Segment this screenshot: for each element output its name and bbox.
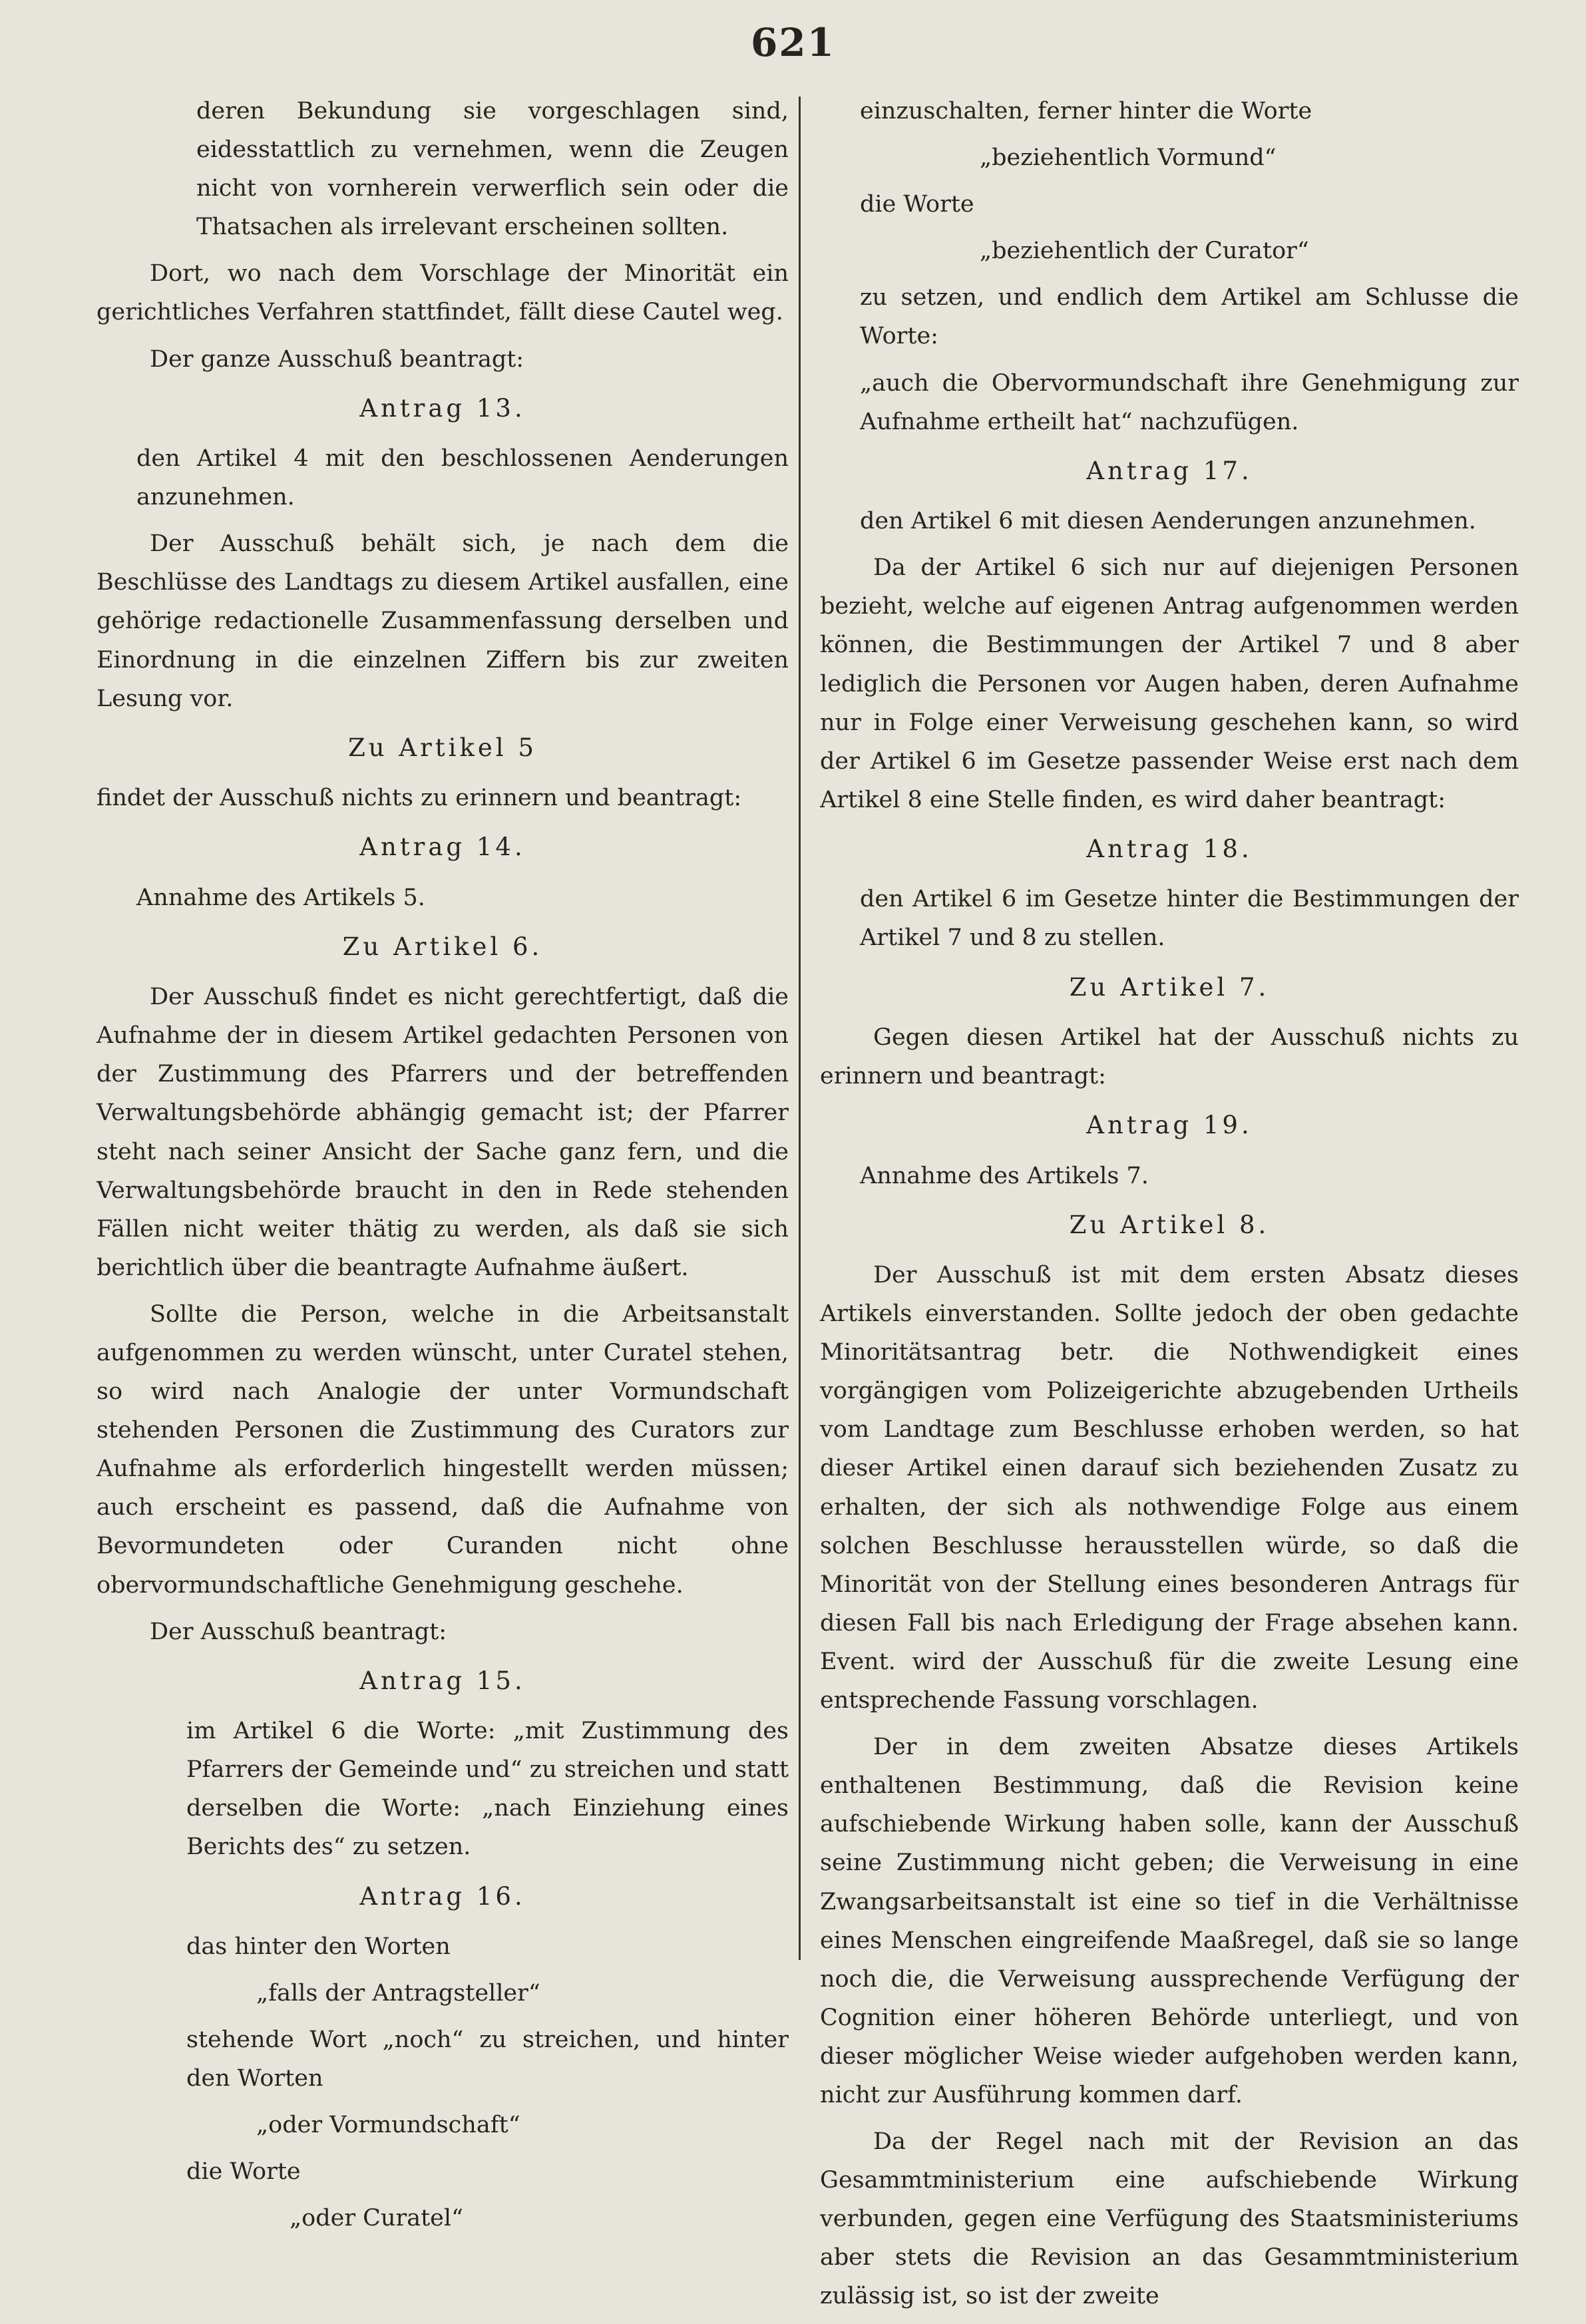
section-heading: Zu Artikel 5 — [348, 733, 537, 762]
paragraph: die Worte — [860, 191, 974, 218]
page-number: 621 — [750, 20, 836, 65]
section-heading: Antrag 16. — [359, 1881, 526, 1911]
paragraph: „oder Vormundschaft“ — [256, 2112, 520, 2139]
paragraph: Gegen diesen Artikel hat der Ausschuß nichts zu erinnern und beantragt: — [820, 1024, 1519, 1089]
paragraph: Annahme des Artikels 5. — [136, 884, 425, 911]
paragraph: Dort, wo nach dem Vorschlage der Minorität ein gerichtliches Verfahren stattfindet, fällt diese Cautel weg. — [97, 260, 789, 326]
paragraph: Der Ausschuß ist mit dem ersten Absatz dieses Artikels einverstanden. Sollte jedoch der oben gedachte Minoritätsantrag betr. die Nothwendigkeit eines vorgängigen vom Polizeigerichte abzugebenden Urtheils vom Landtage zum Beschlusse erhoben werden, so hat dieser Artikel einen darauf sich beziehenden Zusatz zu erhalten, der sich als nothwendige Folge aus einem solchen Beschlusse herausstellen würde, so daß die Minorität von der Stellung eines besonderen Antrags für diesen Fall bis nach Erledigung der Frage absehen kann. Event. wird der Ausschuß für die zweite Lesung eine entsprechende Fassung vorschlagen. — [820, 1262, 1519, 1714]
paragraph: Da der Regel nach mit der Revision an das Gesammtministerium eine aufschiebende Wirkung verbunden, gegen eine Verfügung des Staatsministeriums aber stets die Revision an das Gesammtministerium zulässig ist, so ist der zweite — [820, 2128, 1519, 2310]
paragraph: das hinter den Worten — [186, 1933, 451, 1960]
paragraph: „beziehentlich der Curator“ — [980, 238, 1309, 265]
section-heading: Zu Artikel 7. — [1069, 972, 1270, 1002]
paragraph: Der Ausschuß beantragt: — [150, 1618, 447, 1645]
section-heading: Antrag 13. — [359, 393, 526, 423]
section-heading: Antrag 19. — [1086, 1111, 1253, 1140]
paragraph: „auch die Obervormundschaft ihre Genehmigung zur Aufnahme ertheilt hat“ nachzufügen. — [860, 369, 1519, 435]
section-heading: Antrag 17. — [1086, 456, 1253, 485]
paragraph: Der Ausschuß behält sich, je nach dem die Beschlüsse des Landtags zu diesem Artikel ausfallen, eine gehörige redactionelle Zusammenfassung derselben und Einordnung in die einzelnen Ziffern bis zur zweiten Lesung vor. — [97, 530, 789, 712]
section-heading: Antrag 15. — [359, 1666, 526, 1695]
section-heading: Zu Artikel 6. — [342, 932, 543, 961]
paragraph: findet der Ausschuß nichts zu erinnern und beantragt: — [97, 785, 742, 812]
paragraph: Der in dem zweiten Absatze dieses Artikels enthaltenen Bestimmung, daß die Revision keine aufschiebende Wirkung haben solle, kann der Ausschuß seine Zustimmung nicht geben; die Verweisung in eine Zwangsarbeitsanstalt ist eine so tief in die Verhältnisse eines Menschen eingreifende Maaßregel, daß sie so lange noch die, die Verweisung aussprechende Verfügung der Cognition einer höheren Behörde unterliegt, und von dieser möglicher Weise wieder aufgehoben werden kann, nicht zur Ausführung kommen darf. — [820, 1734, 1519, 2108]
paragraph: deren Bekundung sie vorgeschlagen sind, eidesstattlich zu vernehmen, wenn die Zeugen nicht von vornherein verwerflich sein oder die Thatsachen als irrelevant erscheinen sollten. — [196, 98, 789, 241]
paragraph: Sollte die Person, welche in die Arbeitsanstalt aufgenommen zu werden wünscht, unter Curatel stehen, so wird nach Analogie der unter Vormundschaft stehenden Personen die Zustimmung des Curators zur Aufnahme als erforderlich hingestellt werden müssen; auch erscheint es passend, daß die Aufnahme von Bevormundeten oder Curanden nicht ohne obervormundschaftliche Genehmigung geschehe. — [97, 1300, 789, 1599]
right-column — [820, 92, 1519, 2324]
paragraph: zu setzen, und endlich dem Artikel am Schlusse die Worte: — [860, 284, 1519, 350]
paragraph: Annahme des Artikels 7. — [860, 1162, 1149, 1189]
paragraph: „beziehentlich Vormund“ — [980, 144, 1277, 172]
paragraph: den Artikel 4 mit den beschlossenen Aenderungen anzunehmen. — [136, 445, 789, 511]
left-column — [97, 92, 789, 2246]
paragraph: die Worte — [186, 2158, 301, 2186]
paragraph: „falls der Antragsteller“ — [256, 1980, 540, 2007]
paragraph: einzuschalten, ferner hinter die Worte — [860, 98, 1312, 124]
section-heading: Antrag 14. — [359, 833, 526, 862]
paragraph: den Artikel 6 im Gesetze hinter die Bestimmungen der Artikel 7 und 8 zu stellen. — [860, 886, 1519, 952]
section-heading: Antrag 18. — [1086, 834, 1253, 863]
paragraph: stehende Wort „noch“ zu streichen, und hinter den Worten — [186, 2027, 789, 2092]
paragraph: „oder Curatel“ — [290, 2205, 463, 2232]
paragraph: im Artikel 6 die Worte: „mit Zustimmung des Pfarrers der Gemeinde und“ zu streichen und statt derselben die Worte: „nach Einziehung eines Berichts des“ zu setzen. — [186, 1718, 789, 1861]
section-heading: Zu Artikel 8. — [1069, 1210, 1270, 1239]
paragraph: Der Ausschuß findet es nicht gerechtfertigt, daß die Aufnahme der in diesem Artikel gedachten Personen von der Zustimmung des Pfarrers und der betreffenden Verwaltungsbehörde abhängig gemacht ist; der Pfarrer steht nach seiner Ansicht der Sache ganz fern, und die Verwaltungsbehörde braucht in den in Rede stehenden Fällen nicht weiter thätig zu werden, als daß sie sich berichtlich über die beantragte Aufnahme äußert. — [97, 984, 789, 1281]
paragraph: Der ganze Ausschuß beantragt: — [150, 345, 524, 373]
paragraph: Da der Artikel 6 sich nur auf diejenigen Personen bezieht, welche auf eigenen Antrag aufgenommen werden können, die Bestimmungen der Artikel 7 und 8 aber lediglich die Personen vor Augen haben, deren Aufnahme nur in Folge einer Verweisung geschehen kann, so wird der Artikel 6 im Gesetze passender Weise erst nach dem Artikel 8 eine Stelle finden, es wird daher beantragt: — [820, 554, 1519, 813]
paragraph: den Artikel 6 mit diesen Aenderungen anzunehmen. — [860, 508, 1476, 535]
column-divider — [799, 97, 801, 1960]
